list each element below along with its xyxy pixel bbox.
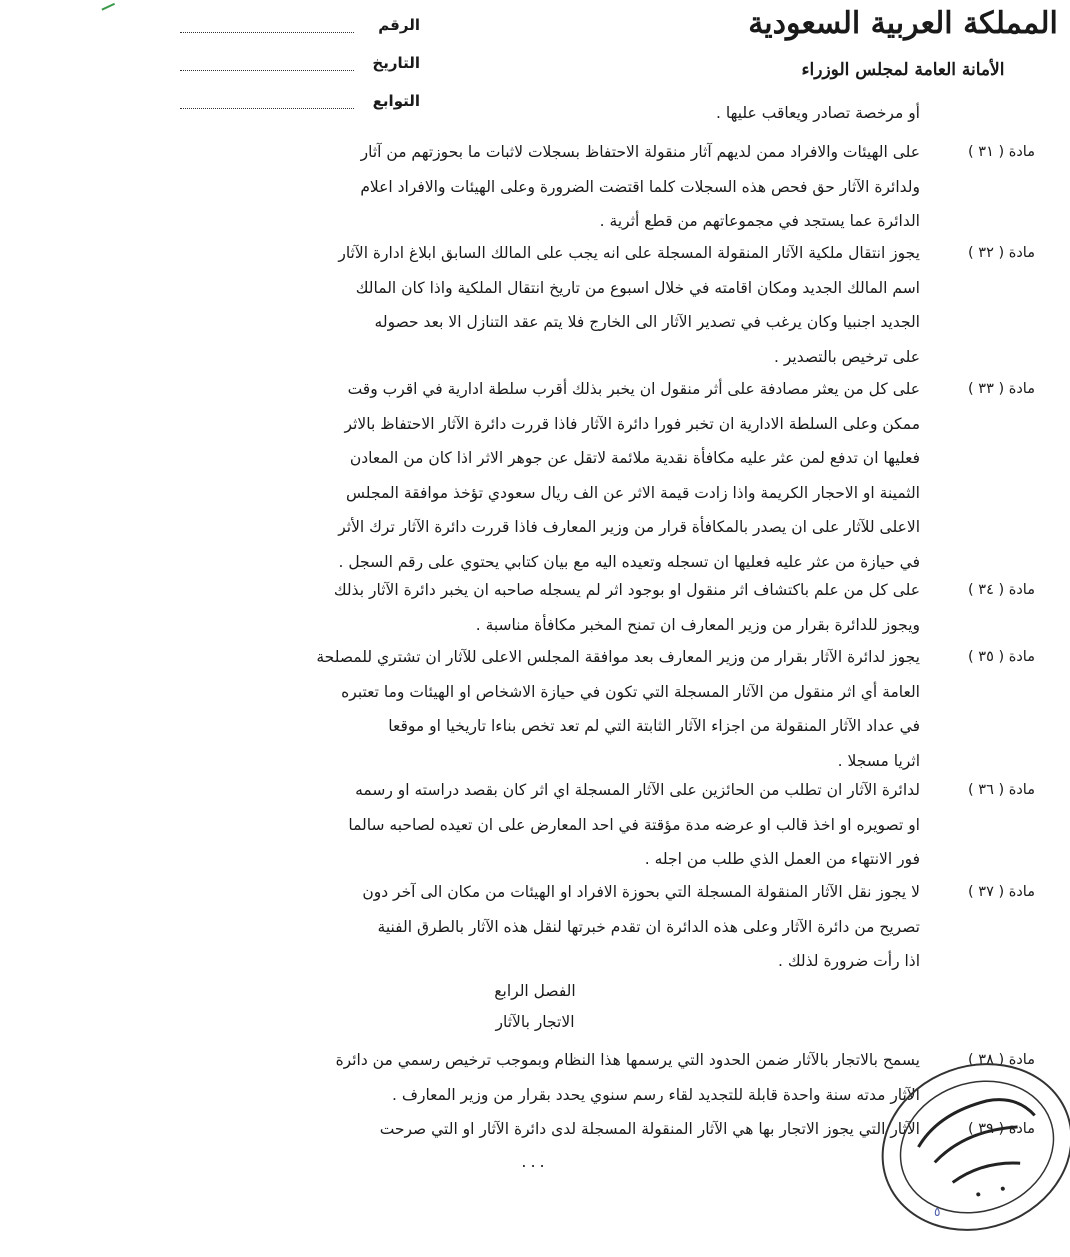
article-line: يسمح بالاتجار بالآثار ضمن الحدود التي يرسمها هذا النظام وبموجب ترخيص رسمي من دائرة — [335, 1051, 920, 1069]
article-34-label: مادة ( ٣٤ ) — [968, 582, 1035, 598]
article-37-label: مادة ( ٣٧ ) — [968, 884, 1035, 900]
article-38 — [100, 1043, 1035, 1112]
article-line: لدائرة الآثار ان تطلب من الحائزين على الآثار المسجلة اي اثر كان بقصد دراسته او رسمه — [355, 781, 920, 799]
letterhead-country: المملكة العربية السعودية — [748, 6, 1058, 41]
article-36 — [100, 773, 1035, 877]
article-39-label: مادة ( ٣٩ ) — [968, 1121, 1035, 1137]
reference-number-row — [180, 6, 420, 44]
chapter-title: الفصل الرابع — [494, 982, 576, 1000]
chapter-subtitle: الاتجار بالآثار — [495, 1013, 575, 1031]
continuation-dots: ... — [521, 1152, 549, 1171]
article-line: على الهيئات والافراد ممن لديهم آثار منقولة الاحتفاظ بسجلات لاثبات ما بحوزتهم من آثار — [360, 143, 920, 161]
article-line: اذا رأت ضرورة لذلك . — [778, 952, 920, 970]
article-32-label: مادة ( ٣٢ ) — [968, 245, 1035, 261]
article-line: فعليها ان تدفع لمن عثر عليه مكافأة نقدية ملائمة لاتقل عن جوهر الاثر اذا كان من المعادن — [349, 449, 920, 467]
article-line: لا يجوز نقل الآثار المنقولة المسجلة التي بحوزة الافراد او الهيئات من مكان الى آخر دون — [362, 883, 920, 901]
intro-line: أو مرخصة تصادر ويعاقب عليها . — [716, 104, 920, 122]
date-label: التاريخ — [372, 54, 420, 72]
intro-paragraph — [100, 96, 920, 131]
article-line: يجوز لدائرة الآثار بقرار من وزير المعارف بعد موافقة المجلس الاعلى للآثار ان تشتري للمصلحة — [316, 648, 920, 666]
date-row — [180, 44, 420, 82]
article-line: فور الانتهاء من العمل الذي طلب من اجله . — [644, 850, 920, 868]
article-35 — [100, 640, 1035, 778]
letterhead-office: الأمانة العامة لمجلس الوزراء — [801, 60, 1005, 80]
article-33-label: مادة ( ٣٣ ) — [968, 381, 1035, 397]
article-37 — [100, 875, 1035, 979]
article-line: تصريح من دائرة الآثار وعلى هذه الدائرة ان تقدم خبرتها لنقل هذه الآثار بالطرق الفنية — [377, 917, 920, 936]
article-31-label: مادة ( ٣١ ) — [968, 144, 1035, 160]
article-line: الآثار التي يجوز الاتجار بها هي الآثار المنقولة المسجلة لدى دائرة الآثار او التي صرحت — [379, 1120, 920, 1138]
article-line: العامة أي اثر منقول من الآثار المسجلة التي تكون في حيازة الاشخاص او الهيئات وما تعتبره — [341, 682, 920, 701]
article-line: على كل من يعثر مصادفة على أثر منقول ان يخبر بذلك أقرب سلطة ادارية في اقرب وقت — [347, 380, 920, 398]
reference-number-label: الرقم — [378, 16, 420, 34]
article-line: ويجوز للدائرة بقرار من وزير المعارف ان تمنح المخبر مكافأة مناسبة . — [475, 615, 920, 634]
article-line: ولدائرة الآثار حق فحص هذه السجلات كلما اقتضت الضرورة وعلى الهيئات والافراد اعلام — [360, 177, 920, 196]
article-line: في عداد الآثار المنقولة من اجزاء الآثار الثابتة التي لم تعد تخص بناءا تاريخيا او موقعا — [388, 717, 920, 735]
article-line: اثريا مسجلا . — [837, 751, 920, 770]
article-line: الآثار مدته سنة واحدة قابلة للتجديد لقاء رسم سنوي يحدد بقرار من وزير المعارف . — [392, 1085, 920, 1104]
article-line: على ترخيص بالتصدير . — [773, 347, 920, 366]
article-line: الجديد اجنبيا وكان يرغب في تصدير الآثار الى الخارج فلا يتم عقد التنازل الا بعد حصوله — [374, 313, 920, 331]
article-31 — [100, 135, 1035, 239]
corner-mark — [99, 0, 115, 11]
article-38-label: مادة ( ٣٨ ) — [968, 1052, 1035, 1068]
article-33 — [100, 372, 1035, 579]
date-line — [180, 56, 354, 71]
article-34 — [100, 573, 1035, 642]
page-number: ٥ — [934, 1205, 941, 1219]
attachments-label: التوابع — [372, 92, 420, 110]
article-line: في حيازة من عثر عليه فعليها ان تسجله وتعيده اليه مع بيان كتابي يحتوي على رقم السجل . — [338, 552, 920, 571]
article-line: على كل من علم باكتشاف اثر منقول او بوجود اثر لم يسجله صاحبه ان يخبر دائرة الآثار بذلك — [333, 581, 920, 599]
article-36-label: مادة ( ٣٦ ) — [968, 782, 1035, 798]
article-39 — [100, 1112, 1035, 1147]
article-line: يجوز انتقال ملكية الآثار المنقولة المسجلة على انه يجب على المالك السابق ابلاغ ادارة الآثار — [338, 244, 920, 262]
article-line: الدائرة عما يستجد في مجموعاتهم من قطع أثرية . — [599, 212, 920, 230]
reference-number-line — [180, 18, 354, 33]
article-line: او تصويره او اخذ قالب او عرضه مدة مؤقتة في احد المعارض على ان تعيده لصاحبه سالما — [348, 815, 920, 834]
article-35-label: مادة ( ٣٥ ) — [968, 649, 1035, 665]
article-line: اسم المالك الجديد ومكان اقامته في خلال اسبوع من تاريخ انتقال الملكية واذا كان المالك — [355, 278, 920, 297]
article-line: ممكن وعلى السلطة الادارية ان تخبر فورا دائرة الآثار فاذا قررت دائرة الآثار الاحتفاظ بالاثر — [344, 414, 920, 433]
article-line: الثمينة او الاحجار الكريمة واذا زادت قيمة الاثر عن الف ريال سعودي تؤخذ موافقة المجلس — [346, 483, 920, 502]
article-32 — [100, 236, 1035, 374]
article-line: الاعلى للآثار على ان يصدر بالمكافأة قرار من وزير المعارف فاذا قررت دائرة الآثار ترك الأثر — [338, 518, 920, 536]
